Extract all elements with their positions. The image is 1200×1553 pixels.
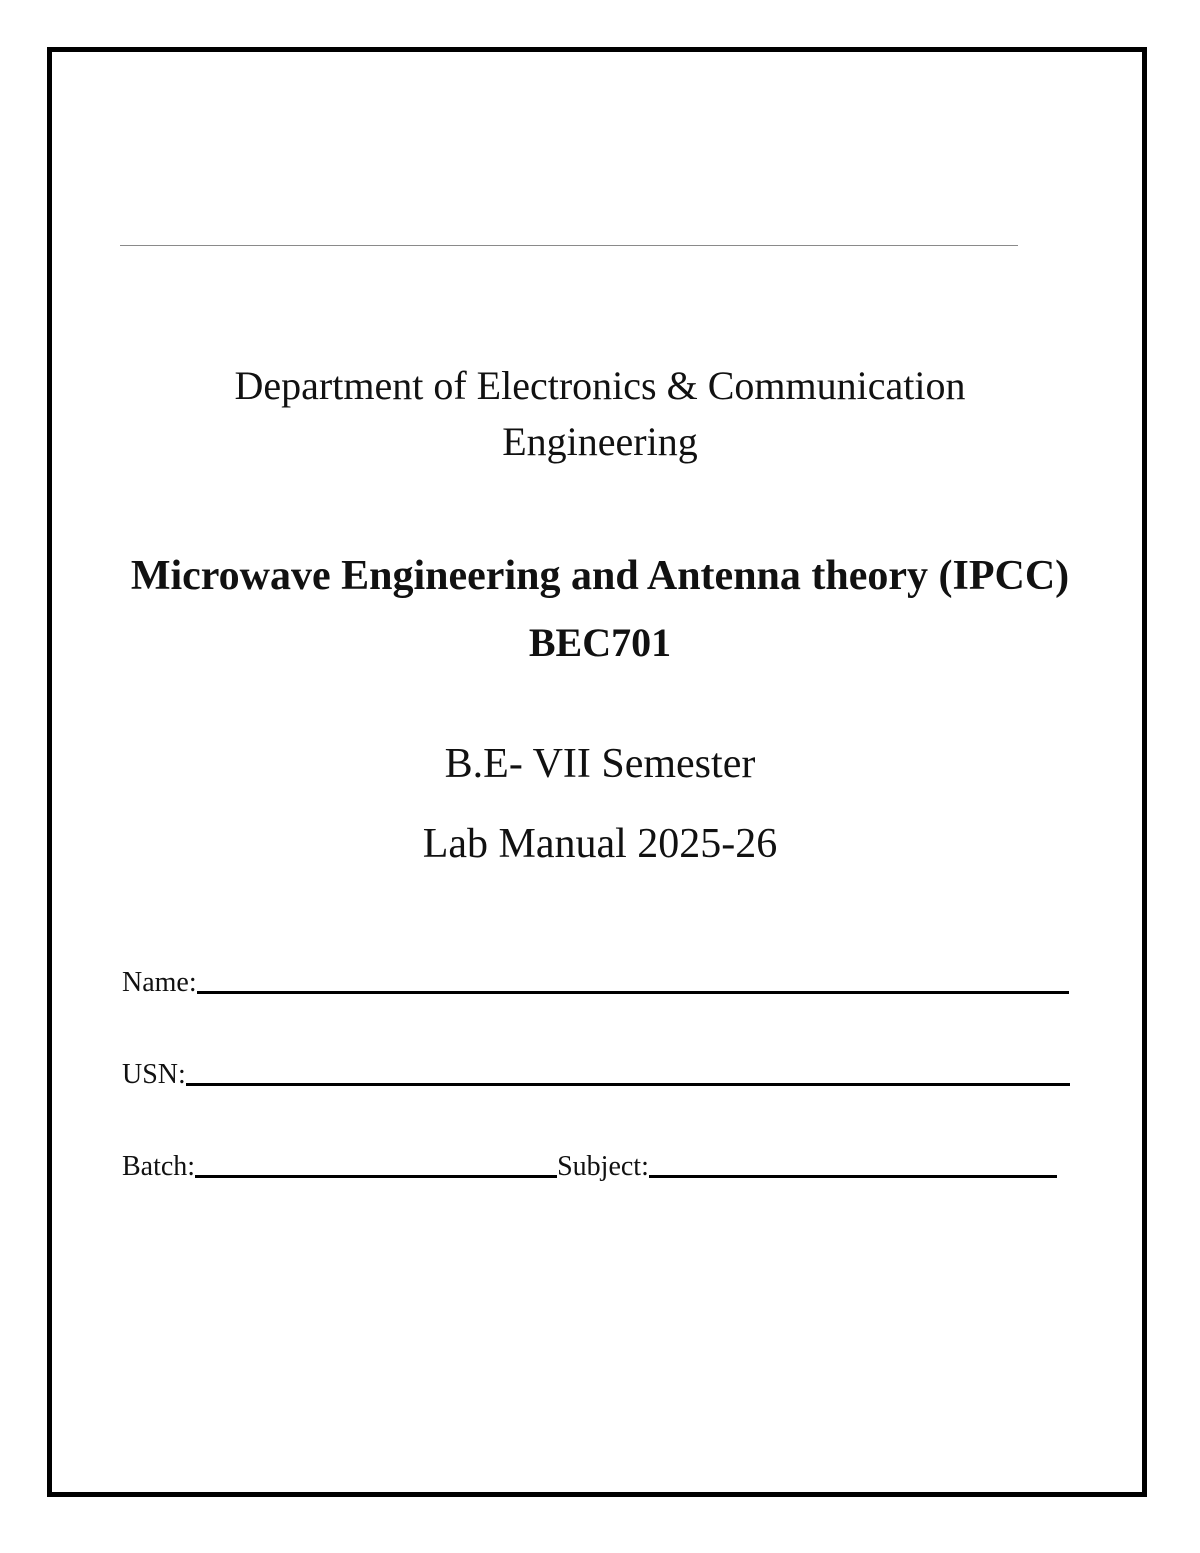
usn-input-line[interactable] — [186, 1083, 1070, 1086]
batch-label: Batch: — [122, 1151, 196, 1182]
course-code: BEC701 — [528, 620, 672, 665]
batch-subject-field-row — [122, 1142, 1057, 1182]
name-label: Name: — [122, 967, 197, 998]
name-input-line[interactable] — [197, 991, 1069, 994]
course-title: Microwave Engineering and Antenna theory (IPCC) — [130, 553, 1070, 599]
department-line-1: Department of Electronics & Communication — [234, 363, 966, 408]
subject-input-line[interactable] — [649, 1175, 1057, 1178]
department-heading — [0, 358, 1200, 470]
batch-input-line[interactable] — [195, 1175, 557, 1178]
name-field-row — [122, 958, 1069, 998]
usn-field-row — [122, 1050, 1070, 1090]
lab-manual-label: Lab Manual 2025-26 — [422, 821, 778, 867]
department-line-2: Engineering — [502, 419, 698, 464]
semester-label: B.E- VII Semester — [444, 741, 756, 787]
subject-label: Subject: — [557, 1151, 649, 1182]
top-divider — [120, 245, 1018, 246]
usn-label: USN: — [122, 1059, 186, 1090]
